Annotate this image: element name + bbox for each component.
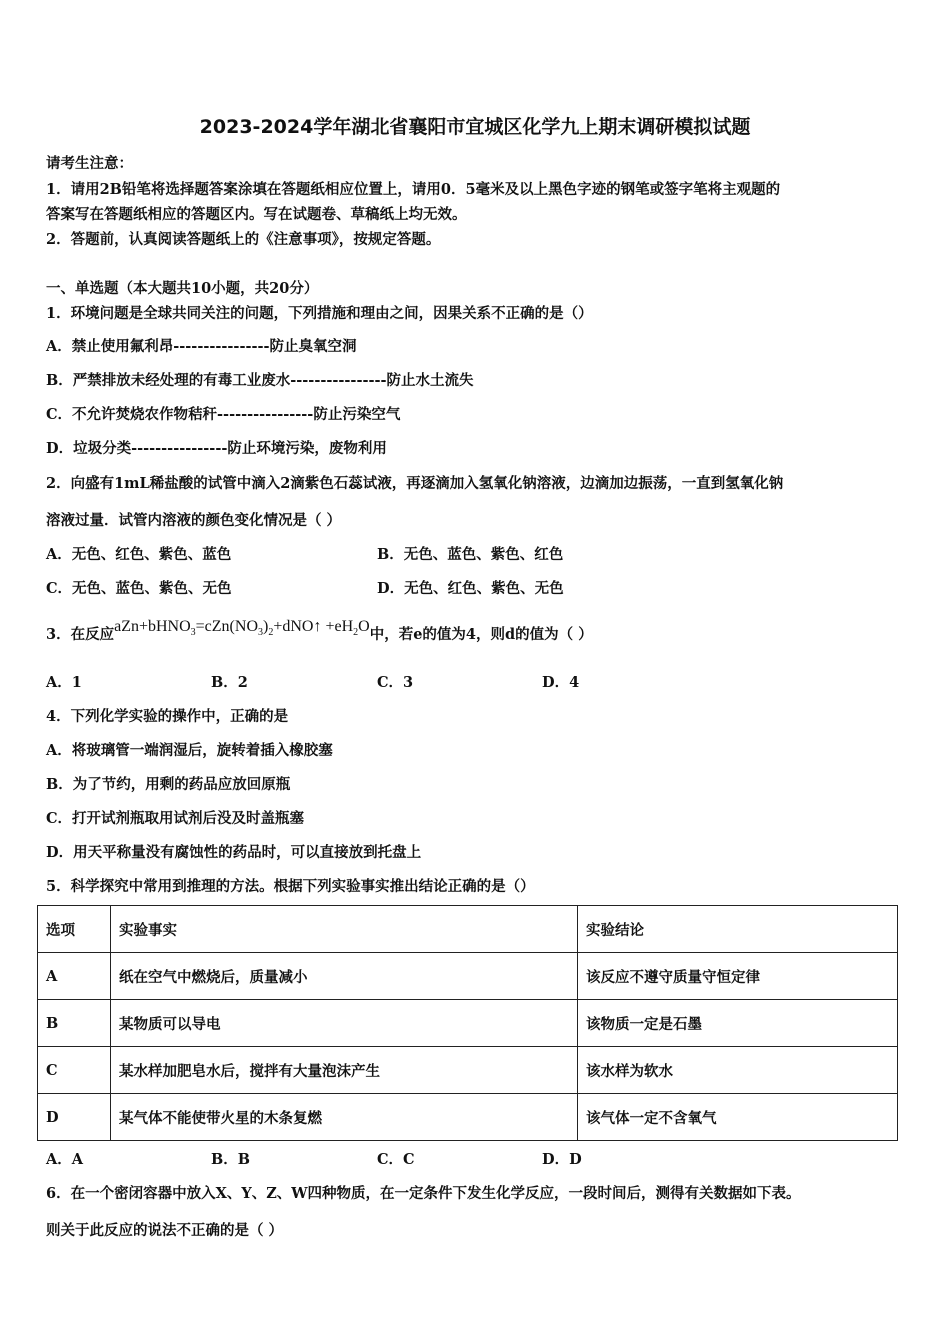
table-cell: 纸在空气中燃烧后，质量减小 [111,953,578,1000]
q2-stem-line-2: 溶液过量．试管内溶液的颜色变化情况是（ ） [46,512,342,529]
q3-prefix: 3．在反应 [46,626,115,643]
table-cell: D [38,1094,111,1141]
q5-option-b: B．B [211,1151,251,1168]
notice-heading: 请考生注意： [46,155,133,172]
q6-stem-line-2: 则关于此反应的说法不正确的是（ ） [46,1222,284,1239]
table-row [38,1047,898,1094]
q3-option-a: A．1 [46,674,82,691]
table-row [38,1000,898,1047]
table-cell: 该气体一定不含氧气 [578,1094,898,1141]
q4-stem: 4．下列化学实验的操作中，正确的是 [46,708,289,725]
q2-stem-line-1: 2．向盛有1mL稀盐酸的试管中滴入2滴紫色石蕊试液，再逐滴加入氢氧化钠溶液，边滴加边振荡，一直到氢氧化钠 [46,475,784,492]
notice-line-1: 1．请用2B铅笔将选择题答案涂填在答题纸相应位置上，请用0．5毫米及以上黑色字迹的钢笔或签字笔将主观题的 [46,181,781,198]
q3-option-c: C．3 [377,674,414,691]
table-cell: C [38,1047,111,1094]
table-cell: 该物质一定是石墨 [578,1000,898,1047]
q3-equation: $aZn+bHNO_3=cZn(NO_3)_2+dNO↑ +eH_2O$ [114,618,370,639]
notice-line-2: 答案写在答题纸相应的答题区内。写在试题卷、草稿纸上均无效。 [46,206,467,223]
q3-option-d: D．4 [542,674,580,691]
section-heading: 一、单选题（本大题共10小题，共20分） [46,280,319,297]
table-row [38,1094,898,1141]
q1-option-a: A．禁止使用氟利昂----------------防止臭氧空洞 [46,338,357,355]
q1-option-c: C．不允许焚烧农作物秸秆----------------防止污染空气 [46,406,401,423]
table-header-cell: 实验事实 [111,906,578,953]
q2-option-a: A．无色、红色、紫色、蓝色 [46,546,232,563]
q5-option-a: A．A [46,1151,84,1168]
table-row [38,953,898,1000]
q2-option-c: C．无色、蓝色、紫色、无色 [46,580,232,597]
exam-title: 2023-2024学年湖北省襄阳市宜城区化学九上期末调研模拟试题 [199,116,751,138]
q2-option-b: B．无色、蓝色、紫色、红色 [377,546,564,563]
table-header-row [38,906,898,953]
q1-stem: 1．环境问题是全球共同关注的问题，下列措施和理由之间，因果关系不正确的是（） [46,305,593,322]
q4-option-a: A．将玻璃管一端润湿后，旋转着插入橡胶塞 [46,742,333,759]
q4-option-c: C．打开试剂瓶取用试剂后没及时盖瓶塞 [46,810,305,827]
q5-table [37,905,898,1141]
table-cell: A [38,953,111,1000]
q4-option-b: B．为了节约，用剩的药品应放回原瓶 [46,776,291,793]
q3-option-b: B．2 [211,674,248,691]
table-cell: 该水样为软水 [578,1047,898,1094]
q1-option-d: D．垃圾分类----------------防止环境污染，废物利用 [46,440,387,457]
q2-option-d: D．无色、红色、紫色、无色 [377,580,564,597]
table-cell: 某水样加肥皂水后，搅拌有大量泡沫产生 [111,1047,578,1094]
q3-stem [46,618,593,646]
q5-option-c: C．C [377,1151,415,1168]
table-cell: B [38,1000,111,1047]
q5-stem: 5．科学探究中常用到推理的方法。根据下列实验事实推出结论正确的是（） [46,878,535,895]
q5-option-d: D．D [542,1151,582,1168]
table-header-cell: 实验结论 [578,906,898,953]
q1-option-b: B．严禁排放未经处理的有毒工业废水----------------防止水土流失 [46,372,474,389]
q6-stem-line-1: 6．在一个密闭容器中放入X、Y、Z、W四种物质，在一定条件下发生化学反应，一段时间后，测得有关数据如下表。 [46,1185,801,1202]
table-header-cell: 选项 [38,906,111,953]
table-cell: 某气体不能使带火星的木条复燃 [111,1094,578,1141]
q4-option-d: D．用天平称量没有腐蚀性的药品时，可以直接放到托盘上 [46,844,422,861]
table-cell: 某物质可以导电 [111,1000,578,1047]
q3-suffix: 中，若e的值为4，则d的值为（ ） [369,626,593,643]
notice-line-3: 2．答题前，认真阅读答题纸上的《注意事项》，按规定答题。 [46,231,441,248]
table-cell: 该反应不遵守质量守恒定律 [578,953,898,1000]
